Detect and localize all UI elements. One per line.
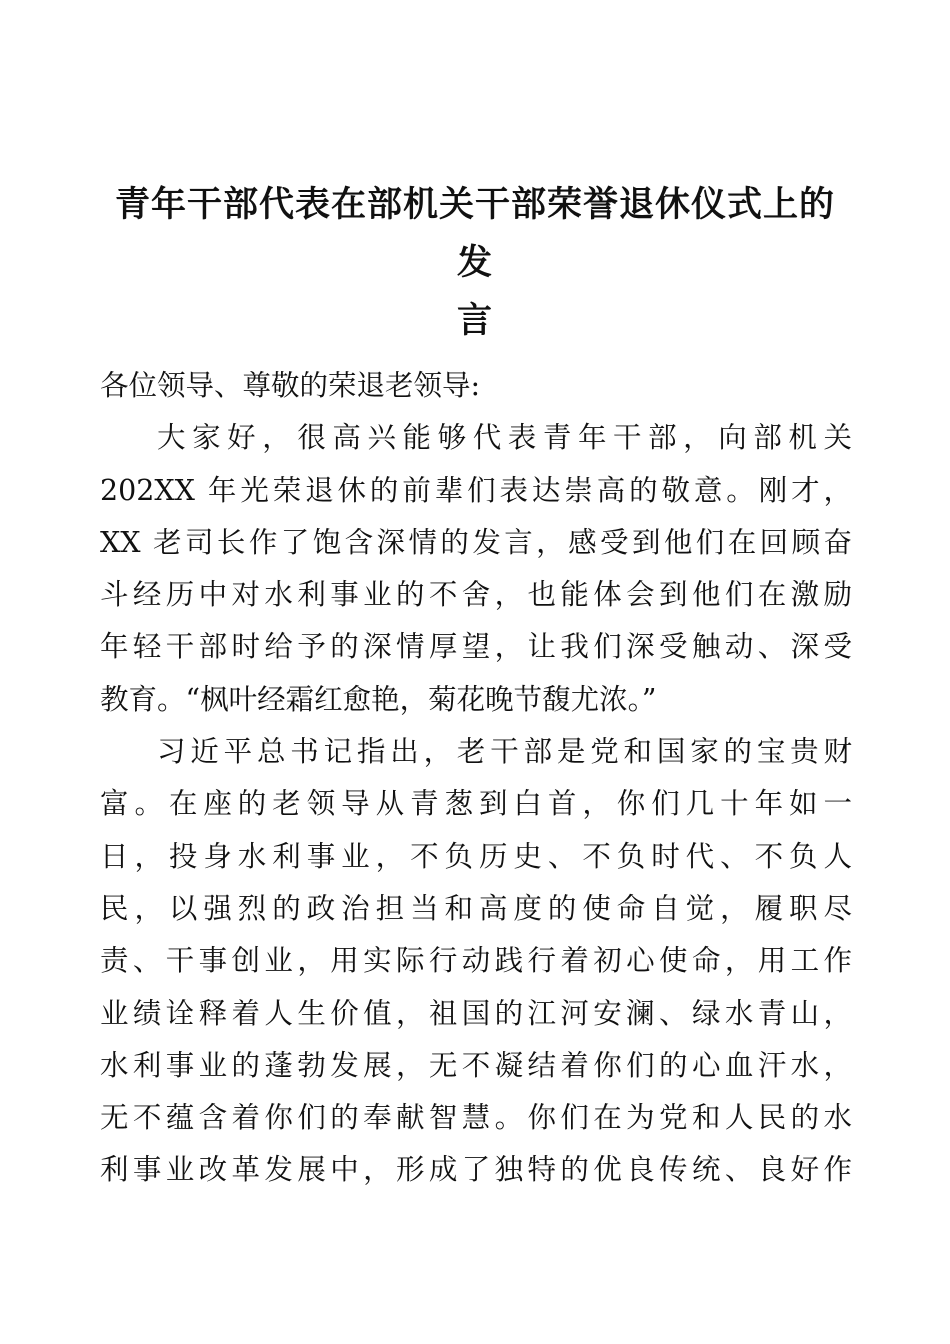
paragraph-line: 日，投身水利事业，不负历史、不负时代、不负人 bbox=[100, 839, 852, 873]
paragraph-line: 富。在座的老领导从青葱到白首，你们几十年如一 bbox=[100, 787, 852, 821]
paragraph-line: 民，以强烈的政治担当和高度的使命自觉，履职尽 bbox=[100, 891, 852, 925]
paragraph-line: 习近平总书记指出，老干部是党和国家的宝贵财 bbox=[157, 735, 852, 769]
paragraph-greeting bbox=[100, 412, 852, 726]
paragraph-line: 利事业改革发展中，形成了独特的优良传统、良好作 bbox=[100, 1153, 852, 1187]
paragraph-line: 年轻干部时给予的深情厚望，让我们深受触动、深受 bbox=[100, 630, 852, 664]
title-line: 言 bbox=[456, 300, 493, 341]
paragraph-line: 斗经历中对水利事业的不舍，也能体会到他们在激励 bbox=[100, 578, 852, 612]
paragraph-line: 业绩诠释着人生价值，祖国的江河安澜、绿水青山， bbox=[100, 996, 852, 1030]
document-body bbox=[100, 360, 852, 1197]
paragraph-line: 202XX 年光荣退休的前辈们表达崇高的敬意。刚才， bbox=[100, 473, 852, 507]
paragraph-line: 水利事业的蓬勃发展，无不凝结着你们的心血汗水， bbox=[100, 1048, 852, 1082]
paragraph-line: XX 老司长作了饱含深情的发言，感受到他们在回顾奋 bbox=[100, 525, 852, 559]
salutation: 各位领导、尊敬的荣退老领导: bbox=[100, 369, 481, 402]
document-title bbox=[100, 176, 850, 350]
paragraph-line: 无不蕴含着你们的奉献智慧。你们在为党和人民的水 bbox=[100, 1101, 852, 1135]
paragraph-tribute bbox=[100, 726, 852, 1197]
title-line: 青年干部代表在部机关干部荣誉退休仪式上的发 bbox=[114, 184, 835, 283]
paragraph-line: 责、干事创业，用实际行动践行着初心使命，用工作 bbox=[100, 944, 852, 978]
paragraph-line: 教育。“枫叶经霜红愈艳，菊花晚节馥尤浓。” bbox=[100, 682, 657, 716]
paragraph-line: 大家好，很高兴能够代表青年干部，向部机关 bbox=[157, 421, 852, 455]
